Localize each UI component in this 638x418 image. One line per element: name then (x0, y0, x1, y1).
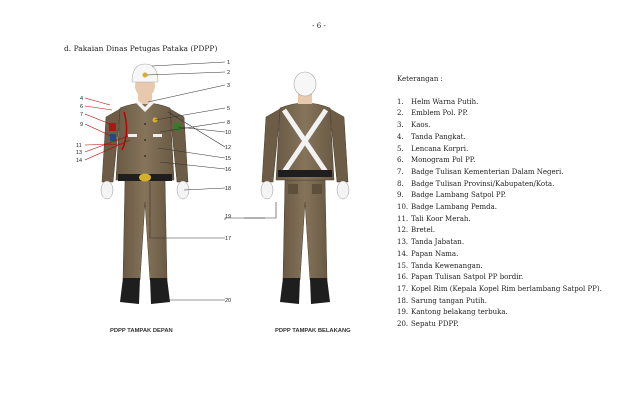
callout-3: 3 (227, 83, 231, 89)
front-figure (85, 62, 276, 304)
legend-item: 9. Badge Lambang Satpol PP. (397, 191, 507, 200)
legend (397, 74, 609, 331)
legend-item: 13. Tanda Jabatan. (397, 238, 465, 247)
callout-7: 7 (80, 112, 84, 118)
back-figure (261, 72, 349, 304)
callout-20: 20 (225, 298, 232, 304)
legend-item: 16. Papan Tulisan Satpol PP bordir. (397, 273, 524, 282)
legend-item: 3. Kaos. (397, 121, 431, 130)
front-caption: PDPP TAMPAK DEPAN (110, 328, 173, 334)
legend-heading: Keterangan : (397, 75, 443, 83)
callout-13: 13 (76, 150, 83, 156)
callout-4: 4 (80, 96, 84, 102)
callout-19: 19 (225, 214, 232, 220)
legend-item: 15. Tanda Kewenangan. (397, 261, 483, 270)
callout-15: 15 (225, 156, 232, 162)
legend-item: 8. Badge Tulisan Provinsi/Kabupaten/Kota. (397, 179, 555, 188)
callout-14: 14 (76, 158, 83, 164)
legend-item: 19. Kantong belakang terbuka. (397, 308, 508, 317)
callout-18: 18 (225, 186, 232, 192)
legend-item: 20. Sepatu PDPP. (397, 320, 459, 329)
callout-5: 5 (227, 106, 231, 112)
legend-item: 4. Tanda Pangkat. (397, 132, 466, 141)
legend-list (397, 97, 609, 331)
front-gloves (101, 181, 113, 199)
legend-item: 6. Monogram Pol PP. (397, 156, 476, 165)
legend-item: 7. Badge Tulisan Kementerian Dalam Negeri. (397, 167, 564, 176)
legend-item: 10. Badge Lambang Pemda. (397, 203, 498, 212)
uniform-figure (76, 52, 380, 342)
legend-item: 11. Tali Koor Merah. (397, 214, 471, 223)
front-boots (120, 278, 170, 304)
callout-8: 8 (227, 120, 231, 126)
callout-11: 11 (76, 143, 82, 149)
callout-1: 1 (227, 60, 231, 66)
section-title: d. Pakaian Dinas Petugas Pataka (PDPP) (64, 44, 218, 53)
legend-item: 17. Kopel Rim (Kepala Kopel Rim berlambang Satpol PP). (397, 284, 602, 293)
callout-12: 12 (225, 145, 232, 151)
legend-item: 12. Bretel. (397, 226, 436, 235)
belt-buckle (139, 174, 151, 182)
callout-10: 10 (225, 130, 232, 136)
legend-item: 2. Emblem Pol. PP. (397, 109, 469, 118)
callout-6: 6 (80, 104, 84, 110)
legend-item: 1. Helm Warna Putih. (397, 97, 479, 106)
legend-item: 18. Sarung tangan Putih. (397, 296, 487, 305)
callout-9: 9 (80, 122, 84, 128)
legend-item: 14. Papan Nama. (397, 249, 459, 258)
callout-16: 16 (225, 167, 232, 173)
callout-2: 2 (227, 70, 231, 76)
callout-17: 17 (225, 236, 232, 242)
page-number: - 6 - (312, 22, 326, 30)
back-caption: PDPP TAMPAK BELAKANG (275, 328, 351, 334)
legend-item: 5. Lencana Korpri. (397, 144, 469, 153)
